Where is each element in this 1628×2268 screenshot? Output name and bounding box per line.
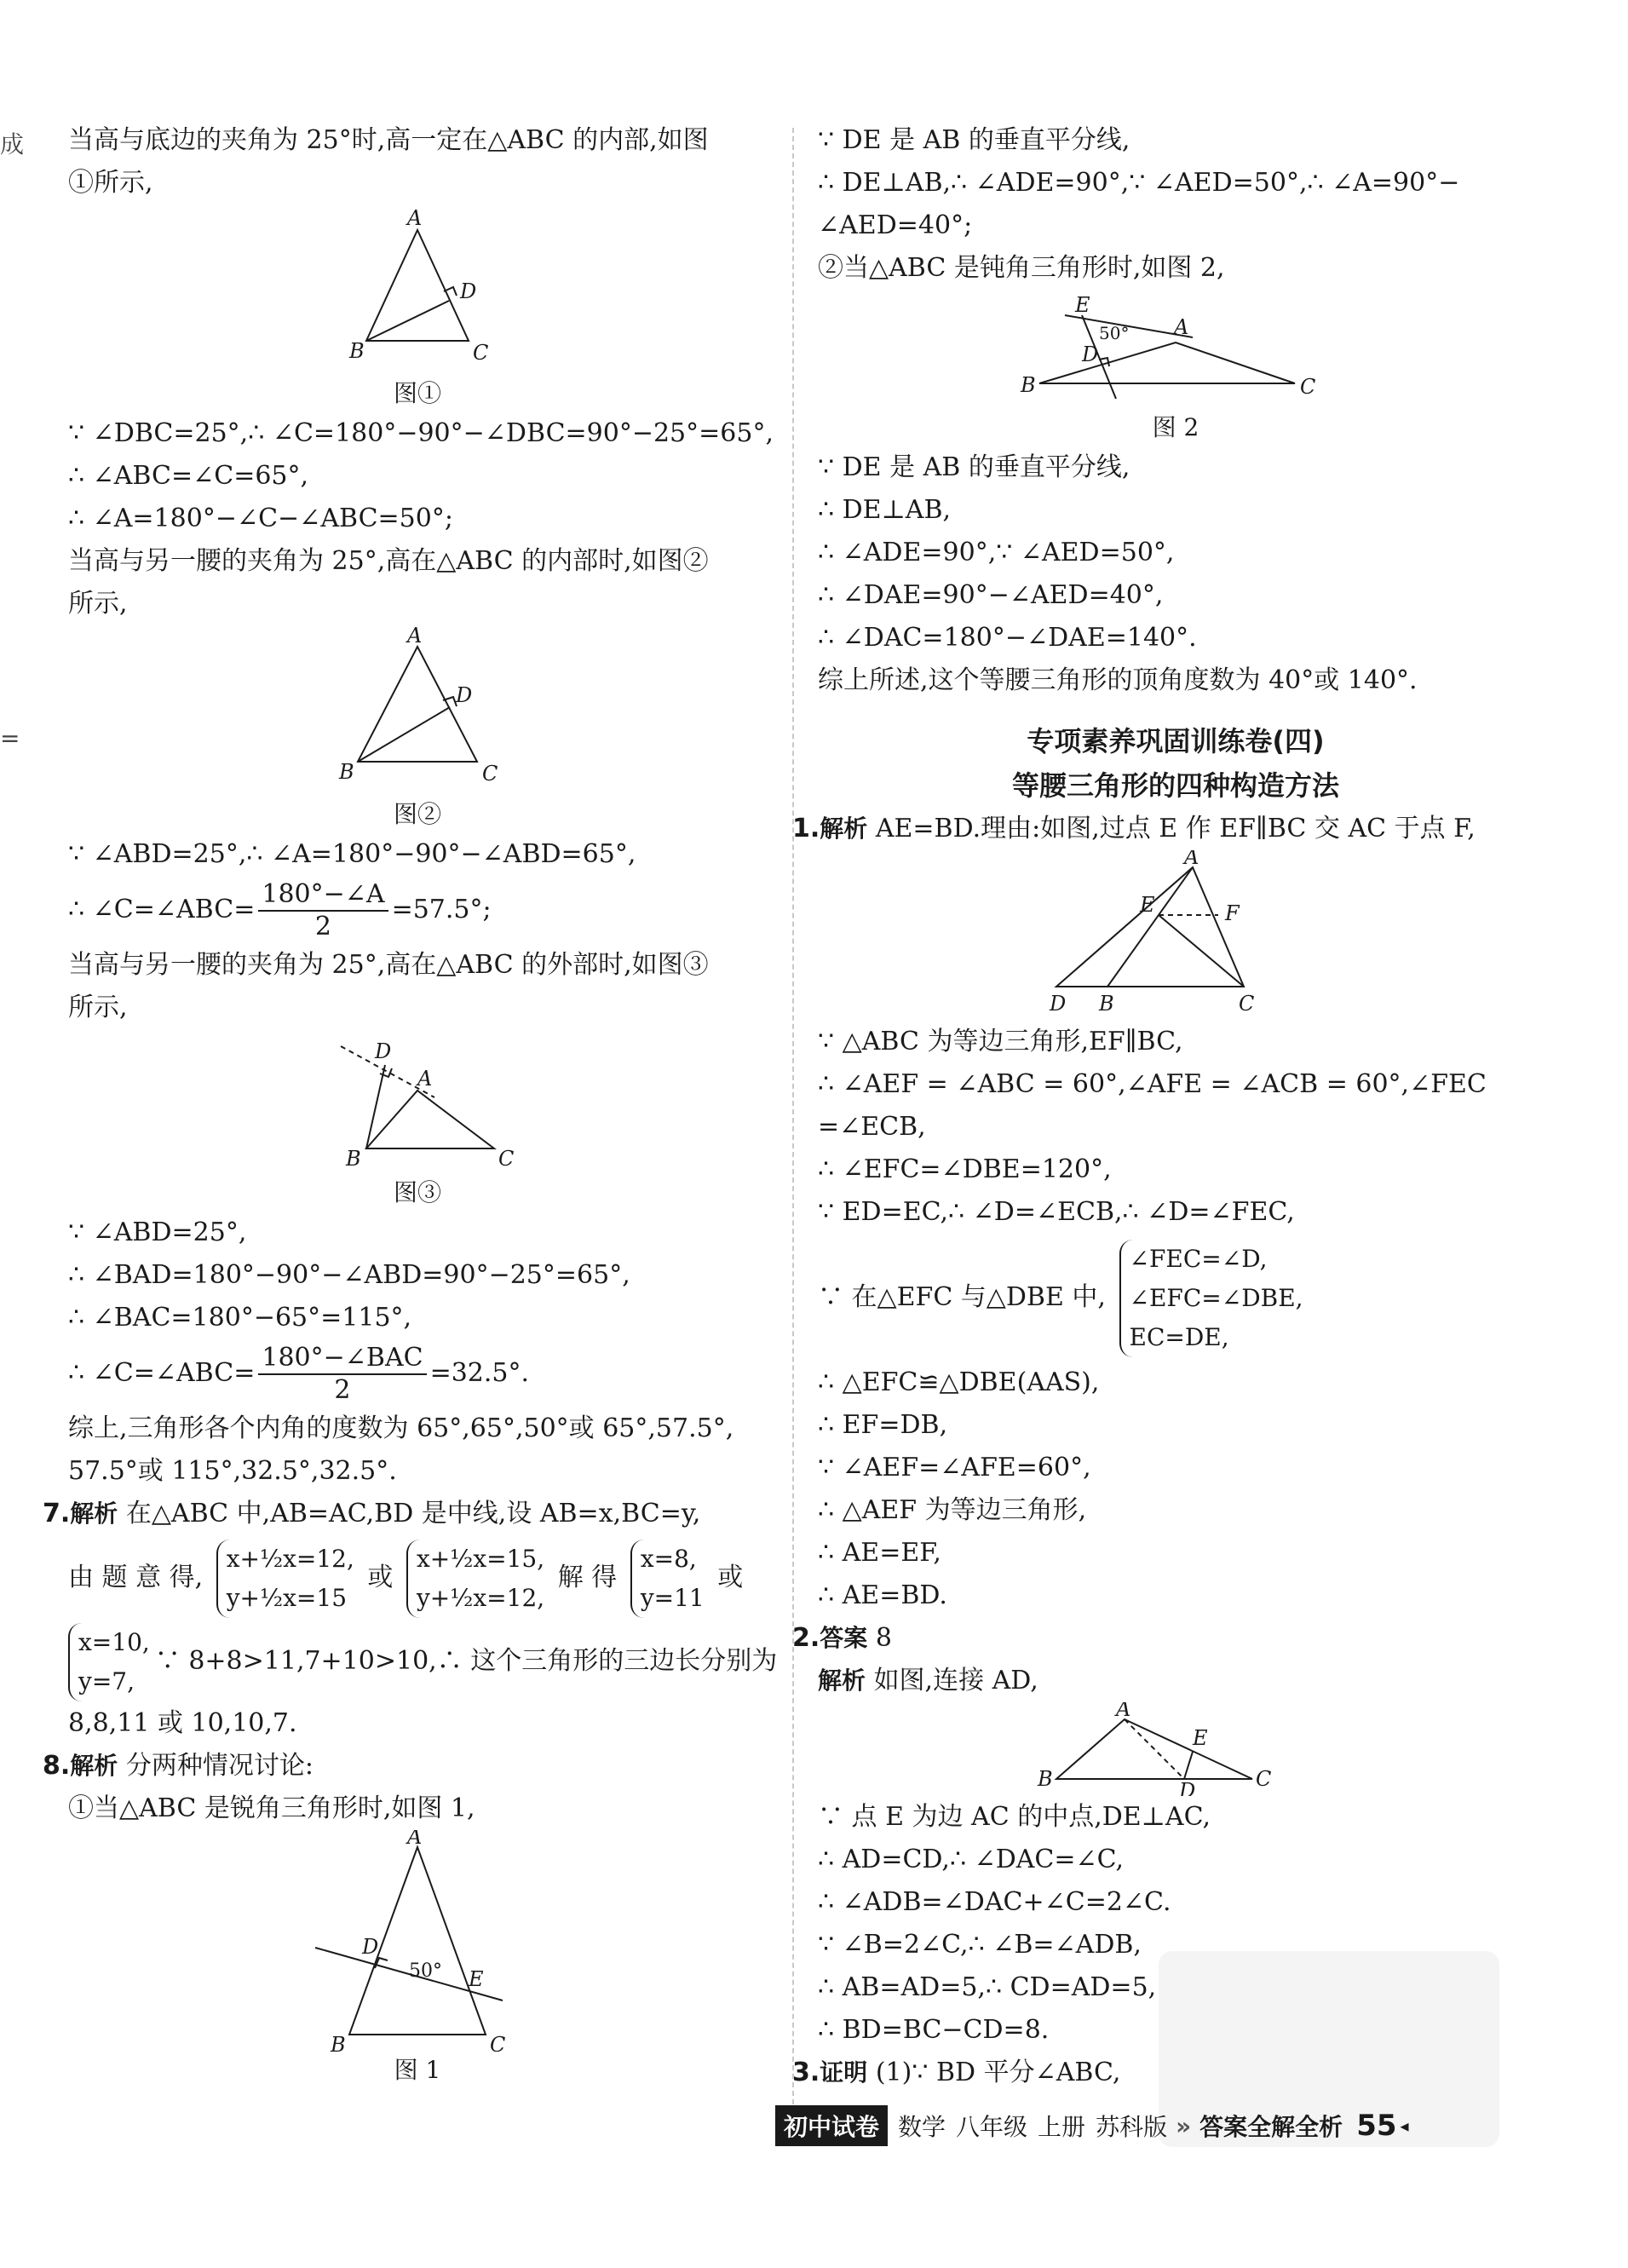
numerator: 180°−∠BAC <box>258 1343 426 1375</box>
footer-title: 答案全解全析 <box>1199 2113 1343 2141</box>
point-label: A <box>407 1830 423 1849</box>
triangle-diagram <box>818 1702 1533 1796</box>
text-span: ∴ ∠C=∠ABC= <box>68 1358 256 1388</box>
text-line: ∴ EF=DB, <box>818 1410 948 1440</box>
denominator: 2 <box>314 912 331 941</box>
text-line: ∴ AE=EF, <box>818 1538 941 1568</box>
equation: y+½x=12, <box>416 1584 545 1612</box>
text-span: ∵ 8+8>11,7+10>10,∴ 这个三角形的三边长分别为 <box>154 1646 778 1676</box>
text-line: ∴ △EFC≌△DBE(AAS), <box>818 1367 1100 1397</box>
fraction <box>258 879 388 942</box>
text-line: ∵ ∠DBC=25°,∴ ∠C=180°−90°−∠DBC=90°−25°=65°, <box>68 418 774 448</box>
point-label: E <box>1075 293 1090 317</box>
denominator: 2 <box>334 1375 351 1405</box>
point-label: C <box>1239 992 1255 1016</box>
text-span: =57.5°; <box>391 895 492 924</box>
equation: x+½x=12, <box>226 1545 354 1573</box>
figure-caption: 图③ <box>393 1178 441 1206</box>
fraction <box>258 1343 426 1406</box>
edge-mark: 成 <box>0 130 25 158</box>
figure-caption: 图② <box>393 800 441 828</box>
text-line: ∴ ∠DAE=90°−∠AED=40°, <box>818 580 1164 610</box>
point-label: E <box>469 1967 484 1991</box>
figure-6 <box>818 850 1533 1021</box>
figure-3 <box>68 1029 767 1174</box>
text-line: ∴ ∠ADB=∠DAC+∠C=2∠C. <box>818 1887 1171 1917</box>
answer-value: 8 <box>875 1623 892 1653</box>
point-label: B <box>331 2033 346 2052</box>
text-span: ∵ 在△EFC 与△DBE 中, <box>818 1282 1106 1312</box>
point-label: D <box>375 1039 392 1063</box>
point-label: D <box>1179 1779 1196 1796</box>
text-span: 在△ABC 中,AB=AC,BD 是中线,设 AB=x,BC=y, <box>125 1499 701 1528</box>
text-line: ①当△ABC 是锐角三角形时,如图 1, <box>68 1793 475 1823</box>
text-line: 综上所述,这个等腰三角形的顶角度数为 40°或 140°. <box>818 665 1418 695</box>
point-label: B <box>1099 992 1114 1016</box>
question-number: 2. <box>792 1623 820 1653</box>
point-label: D <box>1050 992 1067 1016</box>
analysis-tag: 解析 <box>70 1752 118 1780</box>
point-label: B <box>1038 1767 1053 1791</box>
text-line: ∴ DE⊥AB,∴ ∠ADE=90°,∵ ∠AED=50°,∴ ∠A=90°− <box>818 168 1460 198</box>
edition-label: 苏科版 <box>1096 2113 1168 2141</box>
fraction-line <box>68 876 767 944</box>
triangle-diagram <box>68 204 767 375</box>
equation-system-line <box>68 1535 767 1620</box>
angle-label: 50° <box>1099 323 1130 343</box>
analysis-tag: 解析 <box>70 1500 118 1528</box>
condition: ∠EFC=∠DBE, <box>1129 1284 1303 1312</box>
question-1-header <box>792 808 1533 850</box>
numerator: 180°−∠A <box>258 879 388 912</box>
text-line: ∴ ∠AEF = ∠ABC = 60°,∠AFE = ∠ACB = 60°,∠FEC <box>818 1069 1487 1099</box>
question-number: 7. <box>43 1499 71 1528</box>
point-label: A <box>1116 1702 1131 1721</box>
text-line: ①所示, <box>68 168 153 198</box>
brand-badge: 初中试卷 <box>775 2105 888 2146</box>
point-label: D <box>460 279 477 303</box>
text-line: ∴ ∠BAC=180°−65°=115°, <box>68 1303 412 1333</box>
point-label: B <box>339 760 354 784</box>
column-divider <box>792 128 794 2113</box>
text-span: 解 得 <box>557 1563 618 1592</box>
point-label: E <box>1193 1726 1208 1750</box>
text-line: 8,8,11 或 10,10,7. <box>68 1708 297 1738</box>
point-label: F <box>1225 901 1240 925</box>
text-line: ∴ DE⊥AB, <box>818 495 952 525</box>
point-label: B <box>349 339 365 363</box>
congruence-system-line <box>818 1234 1533 1361</box>
condition: ∠FEC=∠D, <box>1129 1245 1268 1273</box>
triangle-diagram <box>68 1830 767 2052</box>
point-label: E <box>1140 893 1155 917</box>
text-line: ∴ ∠ABC=∠C=65°, <box>68 461 309 491</box>
edge-mark: = <box>0 724 20 752</box>
proof-tag: 证明 <box>820 2058 868 2087</box>
point-label: C <box>473 341 489 365</box>
equation: x+½x=15, <box>416 1545 545 1573</box>
text-line: ∵ 点 E 为边 AC 的中点,DE⊥AC, <box>818 1802 1211 1832</box>
question-number: 8. <box>43 1751 71 1781</box>
point-label: C <box>482 762 498 786</box>
equation-system <box>216 1540 354 1618</box>
equation: y+½x=15 <box>226 1584 348 1612</box>
text-line: ∵ DE 是 AB 的垂直平分线, <box>818 452 1130 482</box>
point-label: C <box>1256 1767 1272 1791</box>
text-line: ∵ ∠ABD=25°, <box>68 1217 247 1247</box>
figure-5 <box>818 290 1533 409</box>
answer-tag: 答案 <box>820 1624 868 1652</box>
page-footer <box>775 2104 1409 2147</box>
condition: EC=DE, <box>1129 1323 1229 1351</box>
text-line: 当高与底边的夹角为 25°时,高一定在△ABC 的内部,如图 <box>68 125 709 155</box>
question-2-header <box>792 1617 1533 1660</box>
figure-7 <box>818 1702 1533 1796</box>
text-line: ②当△ABC 是钝角三角形时,如图 2, <box>818 253 1225 283</box>
subject-label: 数学 <box>898 2113 946 2141</box>
text-line: ∴ ∠DAC=180°−∠DAE=140°. <box>818 623 1197 653</box>
text-span: 由 题 意 得, <box>68 1563 204 1592</box>
question-number: 1. <box>792 814 820 843</box>
section-subtitle: 等腰三角形的四种构造方法 <box>1011 769 1339 802</box>
solution-line <box>68 1620 778 1702</box>
point-label: B <box>1021 373 1036 397</box>
angle-label: 50° <box>409 1960 442 1982</box>
text-span: =32.5°. <box>429 1358 530 1388</box>
text-line: ∠AED=40°; <box>818 210 973 240</box>
text-line: ∵ △ABC 为等边三角形,EF∥BC, <box>818 1027 1183 1056</box>
figure-caption: 图 1 <box>394 2056 441 2084</box>
page-number: 55 <box>1356 2109 1397 2143</box>
solution-system <box>68 1623 150 1701</box>
text-line: 57.5°或 115°,32.5°,32.5°. <box>68 1456 397 1486</box>
text-span: 分两种情况讨论: <box>125 1751 314 1781</box>
analysis-tag: 解析 <box>818 1666 866 1695</box>
point-label: A <box>417 1067 433 1091</box>
point-label: D <box>456 683 473 707</box>
fraction-line <box>68 1339 767 1407</box>
point-label: A <box>1184 850 1199 869</box>
point-label: A <box>1174 315 1189 339</box>
text-line: 所示, <box>68 993 128 1022</box>
text-line: ∴ BD=BC−CD=8. <box>818 2015 1050 2045</box>
text-line: ∵ ∠B=2∠C,∴ ∠B=∠ADB, <box>818 1930 1142 1960</box>
text-line: ∴ ∠EFC=∠DBE=120°, <box>818 1154 1112 1184</box>
figure-4 <box>68 1830 767 2052</box>
triangle-left-icon: ◂ <box>1400 2115 1409 2136</box>
section-title: 专项素养巩固训练卷(四) <box>1027 725 1325 757</box>
point-label: B <box>346 1147 361 1171</box>
text-line: ∴ AD=CD,∴ ∠DAC=∠C, <box>818 1845 1125 1874</box>
equation-system <box>406 1540 544 1618</box>
text-line: 所示, <box>68 589 128 619</box>
point-label: C <box>490 2033 506 2052</box>
analysis-line <box>818 1660 1533 1702</box>
text-line: ∴ ∠A=180°−∠C−∠ABC=50°; <box>68 504 453 533</box>
left-column <box>43 119 778 2089</box>
text-line: ∴ AE=BD. <box>818 1580 947 1610</box>
double-chevron-icon: » <box>1176 2111 1192 2140</box>
question-7-header <box>43 1493 767 1535</box>
text-line: 当高与另一腰的夹角为 25°,高在△ABC 的外部时,如图③ <box>68 950 709 980</box>
triangle-diagram <box>68 625 767 796</box>
text-line: 当高与另一腰的夹角为 25°,高在△ABC 的内部时,如图② <box>68 546 709 576</box>
question-number: 3. <box>792 2058 820 2087</box>
solution-system <box>630 1540 705 1618</box>
triangle-diagram <box>818 850 1533 1021</box>
text-line: ∵ DE 是 AB 的垂直平分线, <box>818 125 1130 155</box>
point-label: C <box>498 1147 515 1171</box>
triangle-diagram <box>818 290 1533 409</box>
text-span: 或 <box>367 1563 394 1592</box>
volume-label: 上册 <box>1038 2113 1086 2141</box>
figure-caption: 图 2 <box>1152 413 1199 441</box>
text-span: ∴ ∠C=∠ABC= <box>68 895 256 924</box>
text-line: ∵ ED=EC,∴ ∠D=∠ECB,∴ ∠D=∠FEC, <box>818 1197 1295 1227</box>
text-line: 综上,三角形各个内角的度数为 65°,65°,50°或 65°,57.5°, <box>68 1413 734 1443</box>
equation: y=7, <box>78 1667 135 1695</box>
point-label: C <box>1300 375 1316 399</box>
text-span: (1)∵ BD 平分∠ABC, <box>875 2058 1121 2087</box>
triangle-diagram <box>68 1029 767 1174</box>
text-line: ∵ ∠ABD=25°,∴ ∠A=180°−90°−∠ABD=65°, <box>68 839 636 869</box>
point-label: D <box>1082 343 1099 366</box>
text-line: =∠ECB, <box>818 1112 926 1142</box>
text-span: 如图,连接 AD, <box>873 1666 1038 1695</box>
figure-caption: 图① <box>393 379 441 407</box>
text-line: ∵ ∠AEF=∠AFE=60°, <box>818 1453 1091 1482</box>
point-label: D <box>362 1935 379 1959</box>
question-8-header <box>43 1745 767 1787</box>
text-span: AE=BD.理由:如图,过点 E 作 EF∥BC 交 AC 于点 F, <box>875 814 1476 843</box>
figure-2 <box>68 625 767 796</box>
text-line: ∴ AB=AD=5,∴ CD=AD=5, <box>818 1972 1157 2002</box>
point-label: A <box>407 625 423 648</box>
text-line: ∴ ∠ADE=90°,∵ ∠AED=50°, <box>818 538 1175 567</box>
equation: x=8, <box>640 1545 697 1573</box>
equation: y=11 <box>640 1584 705 1612</box>
text-line: ∴ ∠BAD=180°−90°−∠ABD=90°−25°=65°, <box>68 1260 630 1290</box>
text-span: 或 <box>717 1563 744 1592</box>
right-column <box>792 119 1533 2094</box>
figure-1 <box>68 204 767 375</box>
grade-label: 八年级 <box>956 2113 1028 2141</box>
condition-system <box>1119 1240 1303 1357</box>
point-label: A <box>407 206 423 230</box>
analysis-tag: 解析 <box>820 815 868 843</box>
equation: x=10, <box>78 1628 150 1656</box>
text-line: ∴ △AEF 为等边三角形, <box>818 1495 1087 1525</box>
